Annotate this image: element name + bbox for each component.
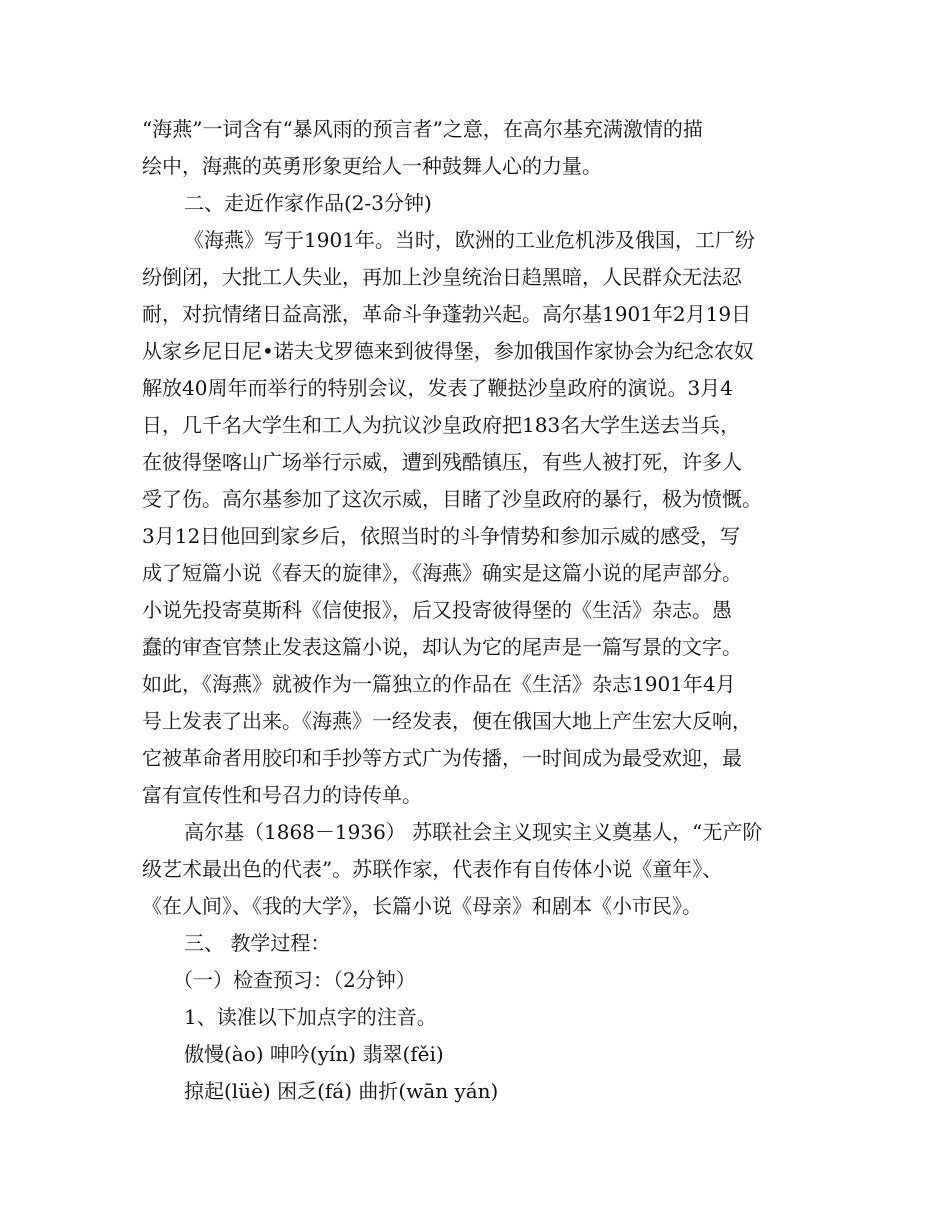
text-line: 受了伤。高尔基参加了这次示威，目睹了沙皇政府的暴行，极为愤慨。 bbox=[142, 487, 762, 511]
text-line: 成了短篇小说《春天的旋律》，《海燕》确实是这篇小说的尾声部分。 bbox=[142, 561, 742, 585]
text-line: 解放40周年而举行的特别会议，发表了鞭挞沙皇政府的演说。3月4 bbox=[142, 376, 733, 400]
pinyin-line: 傲慢(ào) 呻吟(yín) 翡翠(fěi) bbox=[184, 1042, 444, 1066]
text-line: 级艺术最出色的代表”。苏联作家，代表作有自传体小说《童年》、 bbox=[142, 857, 723, 881]
text-line: 《在人间》、《我的大学》，长篇小说《母亲》和剧本《小市民》。 bbox=[142, 894, 702, 918]
text-line: 如此，《海燕》就被作为一篇独立的作品在《生活》杂志1901年4月 bbox=[142, 672, 736, 696]
text-line: 从家乡尼日尼•诺夫戈罗德来到彼得堡，参加俄国作家协会为纪念农奴 bbox=[142, 339, 754, 363]
text-line: 它被革命者用胶印和手抄等方式广为传播，一时间成为最受欢迎，最 bbox=[142, 746, 742, 770]
text-line: 日，几千名大学生和工人为抗议沙皇政府把183名大学生送去当兵， bbox=[142, 413, 741, 437]
text-line: 耐，对抗情绪日益高涨，革命斗争蓬勃兴起。高尔基1901年2月19日 bbox=[142, 302, 752, 326]
text-line: 1、读准以下加点字的注音。 bbox=[184, 1005, 437, 1029]
text-line: 《海燕》写于1901年。当时，欧洲的工业危机涉及俄国，工厂纷 bbox=[184, 228, 755, 252]
text-line: 3月12日他回到家乡后，依照当时的斗争情势和参加示威的感受，写 bbox=[142, 524, 741, 548]
text-line: 小说先投寄莫斯科《信使报》，后又投寄彼得堡的《生活》杂志。愚 bbox=[142, 598, 732, 622]
text-line: 高尔基（1868－1936） 苏联社会主义现实主义奠基人，“无产阶 bbox=[184, 820, 763, 844]
text-line: 纷倒闭，大批工人失业，再加上沙皇统治日趋黑暗，人民群众无法忍 bbox=[142, 265, 742, 289]
text-line: 绘中，海燕的英勇形象更给人一种鼓舞人心的力量。 bbox=[142, 154, 602, 178]
section-heading: 二、走近作家作品(2-3分钟) bbox=[184, 191, 432, 215]
text-line: 富有宣传性和号召力的诗传单。 bbox=[142, 783, 422, 807]
text-line: 在彼得堡喀山广场举行示威，遭到残酷镇压，有些人被打死，许多人 bbox=[142, 450, 742, 474]
text-line: 蠢的审查官禁止发表这篇小说，却认为它的尾声是一篇写景的文字。 bbox=[142, 635, 742, 659]
text-line: “海燕”一词含有“暴风雨的预言者”之意，在高尔基充满激情的描 bbox=[142, 117, 703, 141]
subsection-heading: （一）检查预习：（2分钟） bbox=[173, 968, 416, 992]
section-heading: 三、 教学过程： bbox=[184, 931, 331, 955]
text-line: 号上发表了出来。《海燕》一经发表，便在俄国大地上产生宏大反响， bbox=[142, 709, 752, 733]
pinyin-line: 掠起(lüè) 困乏(fá) 曲折(wān yán) bbox=[184, 1079, 499, 1103]
